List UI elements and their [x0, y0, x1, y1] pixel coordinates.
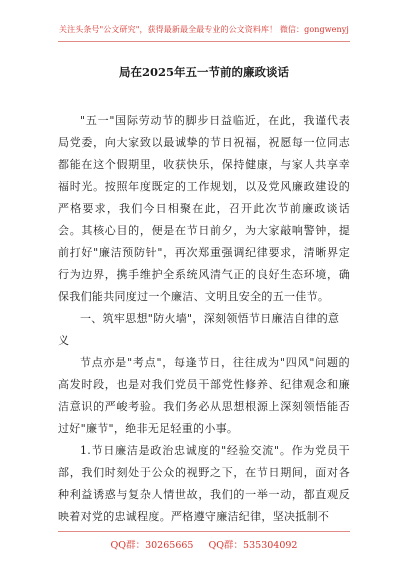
- document-body: [58, 110, 350, 528]
- section-heading-1: 一、筑牢思想"防火墙"，深刻领悟节日廉洁自律的意义: [58, 312, 340, 347]
- page-header-banner: 关注头条号"公文研究"，获得最新最全最专业的公文资料库！ 微信：gongwenyj: [59, 25, 349, 34]
- document-title: 局在2025年五一节前的廉政谈话: [118, 65, 289, 79]
- header-divider: [58, 41, 350, 42]
- body-paragraph: 节点亦是"考点"，每逢节日，往往成为"四风"问题的高发时段，也是对我们党员干部党性修养、纪律观念和廉洁意识的严峻考验。我们务必从思想根源上深刻领悟能否过好"廉节"，绝非无足轻重的小事。: [58, 356, 350, 435]
- body-paragraph: 1.节日廉洁是政治忠诚度的"经验交流"。作为党员干部，我们时刻处于公众的视野之下，在节日期间，面对各种利益诱惑与复杂人情世故，我们的一举一动，都直观反映着对党的忠诚程度。严格遵守廉洁纪律，坚决抵制不: [58, 444, 350, 523]
- footer-divider: [58, 531, 350, 532]
- footer-qq-group-2: QQ群：535304092: [208, 540, 298, 551]
- intro-paragraph: "五一"国际劳动节的脚步日益临近，在此，我谨代表局党委，向大家致以最诚挚的节日祝福，祝愿每一位同志都能在这个假期里，收获快乐，保持健康，与家人共享幸福时光。按照年度既定的工作规划，以及党风廉政建设的严格要求，我们今日相聚在此，召开此次节前廉政谈话会。其核心目的，便是在节日前夕，为大家敲响警钟，提前打好"廉洁预防针"，再次郑重强调纪律要求，清晰界定行为边界，携手维护全系统风清气正的良好生态环境，确保我们能共同度过一个廉洁、文明且安全的五一佳节。: [58, 114, 350, 303]
- footer-qq-group-1: QQ群：30265665: [110, 540, 194, 551]
- page-footer: [0, 537, 408, 551]
